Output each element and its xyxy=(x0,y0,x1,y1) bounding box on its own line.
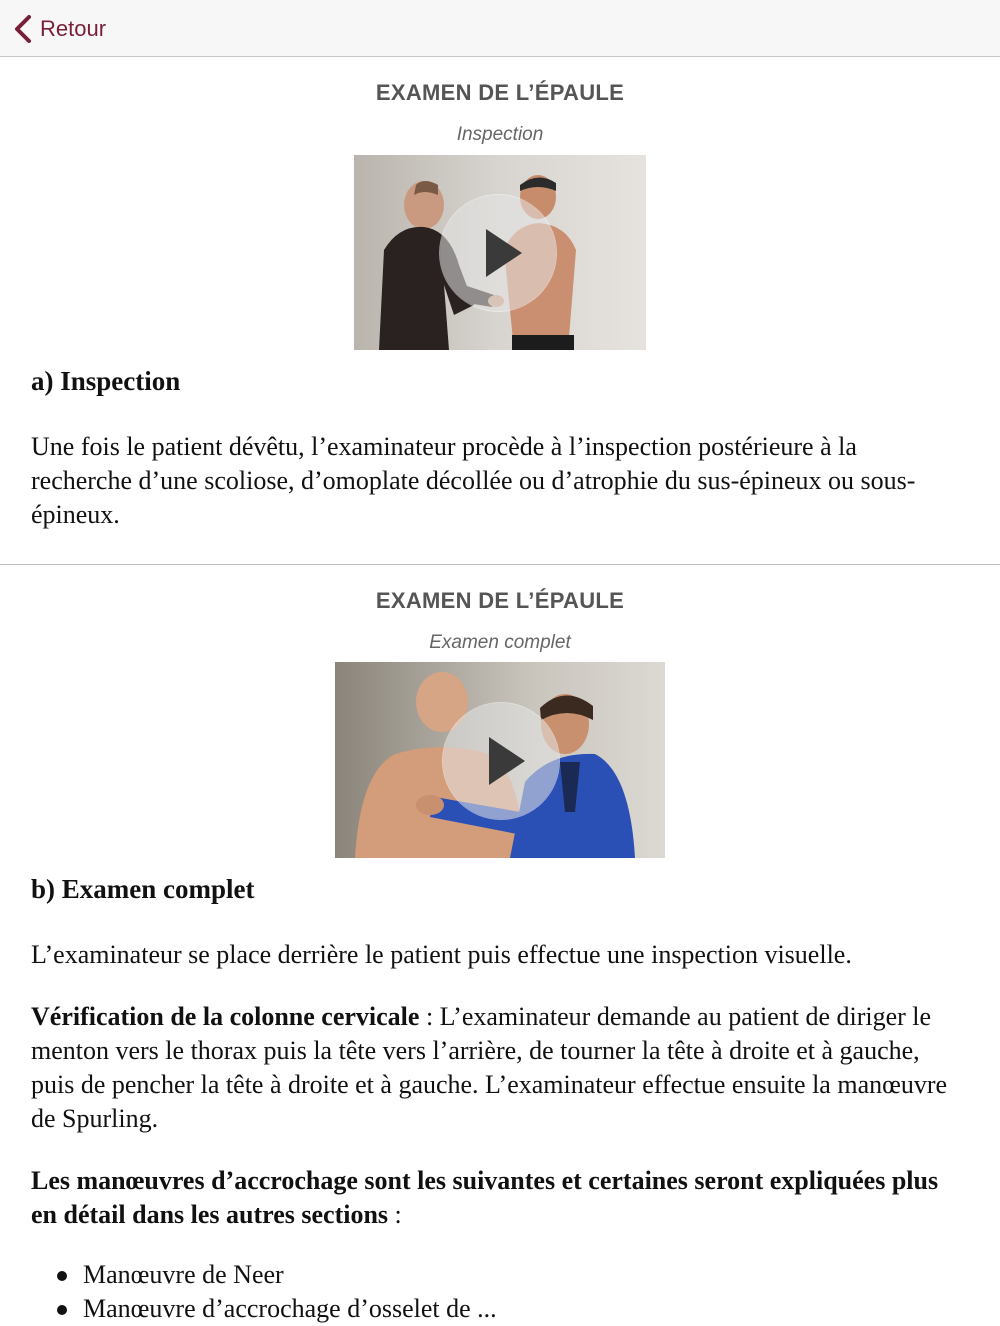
section-heading: a) Inspection xyxy=(31,366,181,396)
play-icon xyxy=(440,195,556,311)
list-item-label: Manœuvre de Neer xyxy=(83,1260,284,1289)
play-icon xyxy=(443,703,559,819)
maneuvers-list xyxy=(55,1258,955,1326)
video-thumbnail-examen-complet[interactable] xyxy=(335,662,665,858)
maneuvers-bold-label: Les manœuvres d’accrochage sont les suivantes et certaines seront expliquées plus en détail dans les autres sections xyxy=(31,1166,939,1229)
back-button[interactable] xyxy=(12,12,106,46)
video-caption-title: EXAMEN DE L’ÉPAULE xyxy=(375,80,625,105)
list-item xyxy=(55,1258,955,1292)
section-heading: b) Examen complet xyxy=(31,874,255,904)
cervical-text: : L’examinateur demande au patient de diriger le menton vers le thorax puis la tête vers l’arrière, de tourner la tête à droite et à gauche, puis de pencher la tête à droite et à gauche. L’examinateur effectue ensuite la manœuvre de Spurling. xyxy=(31,1002,948,1133)
cervical-bold-label: Vérification de la colonne cervicale xyxy=(31,1002,420,1031)
bullet-icon xyxy=(57,1305,67,1315)
video-thumbnail-inspection[interactable] xyxy=(354,155,646,350)
back-label: Retour xyxy=(40,16,107,41)
maneuvers-text: : xyxy=(388,1200,402,1229)
video-caption-subtitle: Inspection xyxy=(456,124,544,145)
list-item xyxy=(55,1292,955,1326)
section-paragraph: Une fois le patient dévêtu, l’examinateur procède à l’inspection postérieure à la recherche d’une scoliose, d’omoplate décollée ou d’atrophie du sus-épineux ou sous-épineux. xyxy=(31,432,916,529)
video-caption-subtitle: Examen complet xyxy=(429,632,571,653)
cervical-paragraph xyxy=(31,1000,961,1136)
video-caption-title: EXAMEN DE L’ÉPAULE xyxy=(375,588,625,613)
section-divider xyxy=(0,564,1000,565)
bullet-icon xyxy=(57,1271,67,1281)
section-paragraph: L’examinateur se place derrière le patient puis effectue une inspection visuelle. xyxy=(31,940,852,969)
navigation-bar xyxy=(0,0,1000,57)
play-button[interactable] xyxy=(440,195,556,311)
list-item-label: Manœuvre d’accrochage d’osselet de ... xyxy=(83,1294,497,1323)
play-button[interactable] xyxy=(443,703,559,819)
chevron-left-icon xyxy=(12,14,34,44)
maneuvers-paragraph xyxy=(31,1164,961,1232)
